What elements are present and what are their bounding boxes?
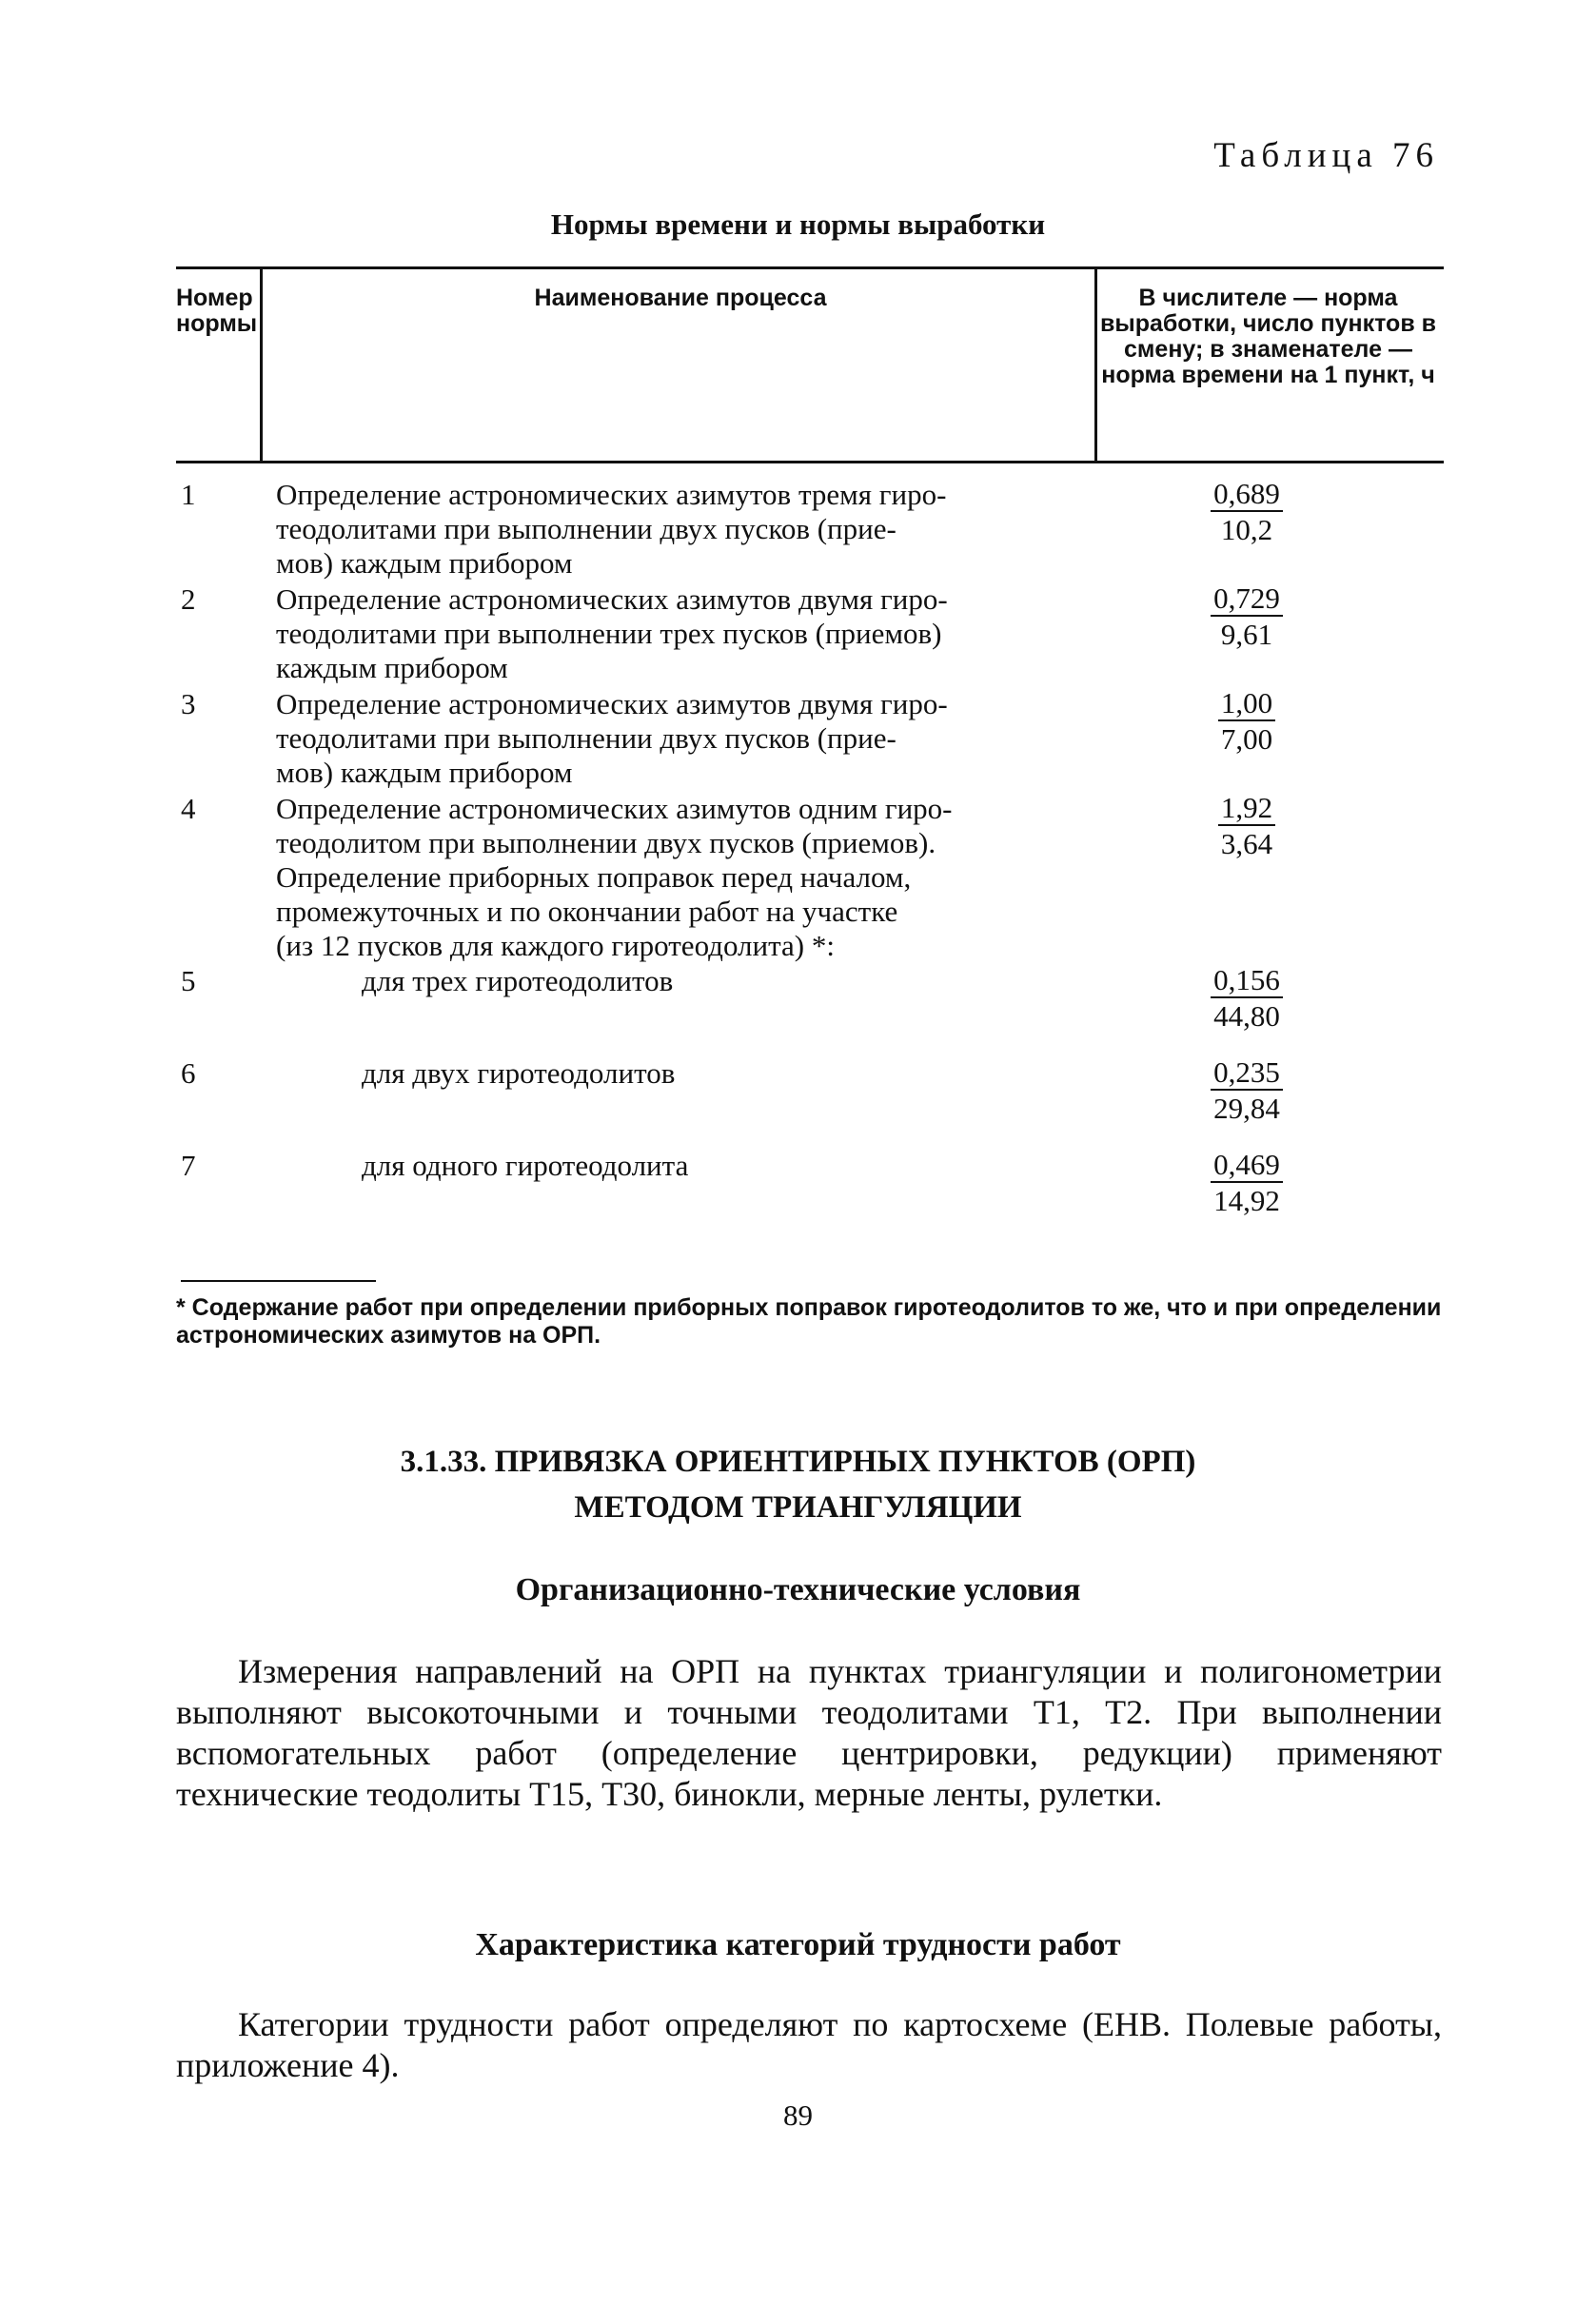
header-number: Номер нормы <box>176 285 258 337</box>
row-number: 1 <box>181 478 196 511</box>
row-text: Определение астрономических азимутов двумя гиро- теодолитами при выполнении двух пусков (прие- мов) каждым прибором <box>276 687 948 789</box>
denominator: 44,80 <box>1213 999 1280 1033</box>
numerator: 1,92 <box>1218 792 1275 826</box>
group-text: Определение приборных поправок перед началом, промежуточных и по окончании работ на участке (из 12 пусков для каждого гиротеодолита) *: <box>276 860 912 962</box>
subheading-categories: Характеристика категорий трудности работ <box>475 1927 1121 1962</box>
row-text: для двух гиротеодолитов <box>362 1056 676 1090</box>
row-number: 4 <box>181 792 196 825</box>
table-header-rule <box>176 461 1444 463</box>
numerator: 1,00 <box>1218 687 1275 721</box>
norm-fraction <box>1185 581 1309 653</box>
row-number: 7 <box>181 1149 196 1182</box>
row-text: для одного гиротеодолита <box>362 1149 689 1182</box>
paragraph-categories <box>176 2004 1442 2086</box>
norm-fraction <box>1185 1147 1309 1219</box>
numerator: 0,235 <box>1211 1056 1283 1091</box>
row-text: для трех гиротеодолитов <box>362 964 674 997</box>
header-norm: В числителе — норма выработки, число пунктов в смену; в знаменателе — норма времени на 1 пункт, ч <box>1099 285 1437 388</box>
row-number: 3 <box>181 687 196 720</box>
section-heading-line2: МЕТОДОМ ТРИАНГУЛЯЦИИ <box>574 1490 1022 1525</box>
footnote-rule <box>181 1280 376 1282</box>
row-text: Определение астрономических азимутов одним гиро- теодолитом при выполнении двух пусков (приемов). <box>276 792 953 859</box>
row-number: 2 <box>181 582 196 616</box>
denominator: 29,84 <box>1213 1092 1280 1125</box>
numerator: 0,469 <box>1211 1149 1283 1183</box>
table-label: Таблица 76 <box>1213 136 1439 175</box>
table-top-rule <box>176 266 1444 269</box>
page-number: 89 <box>783 2098 813 2132</box>
norm-fraction <box>1185 1054 1309 1127</box>
norm-fraction <box>1185 962 1309 1034</box>
row-text: Определение астрономических азимутов двумя гиро- теодолитами при выполнении трех пусков (приемов) каждым прибором <box>276 582 948 684</box>
header-name: Наименование процесса <box>534 285 827 311</box>
norm-fraction <box>1185 476 1309 548</box>
norm-fraction <box>1185 685 1309 758</box>
norm-fraction <box>1185 790 1309 862</box>
numerator: 0,729 <box>1211 582 1283 617</box>
row-number: 5 <box>181 964 196 997</box>
paragraph-conditions-text: Измерения направлений на ОРП на пунктах триангуляции и полигонометрии выполняют высокоточными и точными теодолитами Т1, Т2. При выполнении вспомогательных работ (определение центрировки, редукции) применяют технические теодолиты Т15, Т30, бинокли, мерные ленты, рулетки. <box>176 1652 1442 1813</box>
row-number: 6 <box>181 1056 196 1090</box>
table-title: Нормы времени и нормы выработки <box>550 207 1046 241</box>
footnote: * Содержание работ при определении приборных поправок гиротеодолитов то же, что и при определении астрономических азимутов на ОРП. <box>176 1294 1442 1349</box>
denominator: 3,64 <box>1220 827 1273 860</box>
subheading-conditions: Организационно-технические условия <box>515 1572 1081 1607</box>
denominator: 7,00 <box>1220 722 1273 756</box>
paragraph-conditions <box>176 1651 1442 1815</box>
numerator: 0,156 <box>1211 964 1283 998</box>
paragraph-categories-text: Категории трудности работ определяют по картосхеме (ЕНВ. Полевые работы, приложение 4). <box>176 2005 1442 2084</box>
denominator: 10,2 <box>1220 513 1273 546</box>
denominator: 9,61 <box>1220 618 1273 651</box>
section-heading: 3.1.33. ПРИВЯЗКА ОРИЕНТИРНЫХ ПУНКТОВ (ОРП) <box>400 1445 1196 1479</box>
row-text: Определение астрономических азимутов тремя гиро- теодолитами при выполнении двух пусков (прие- мов) каждым прибором <box>276 478 947 580</box>
denominator: 14,92 <box>1213 1184 1280 1217</box>
numerator: 0,689 <box>1211 478 1283 512</box>
